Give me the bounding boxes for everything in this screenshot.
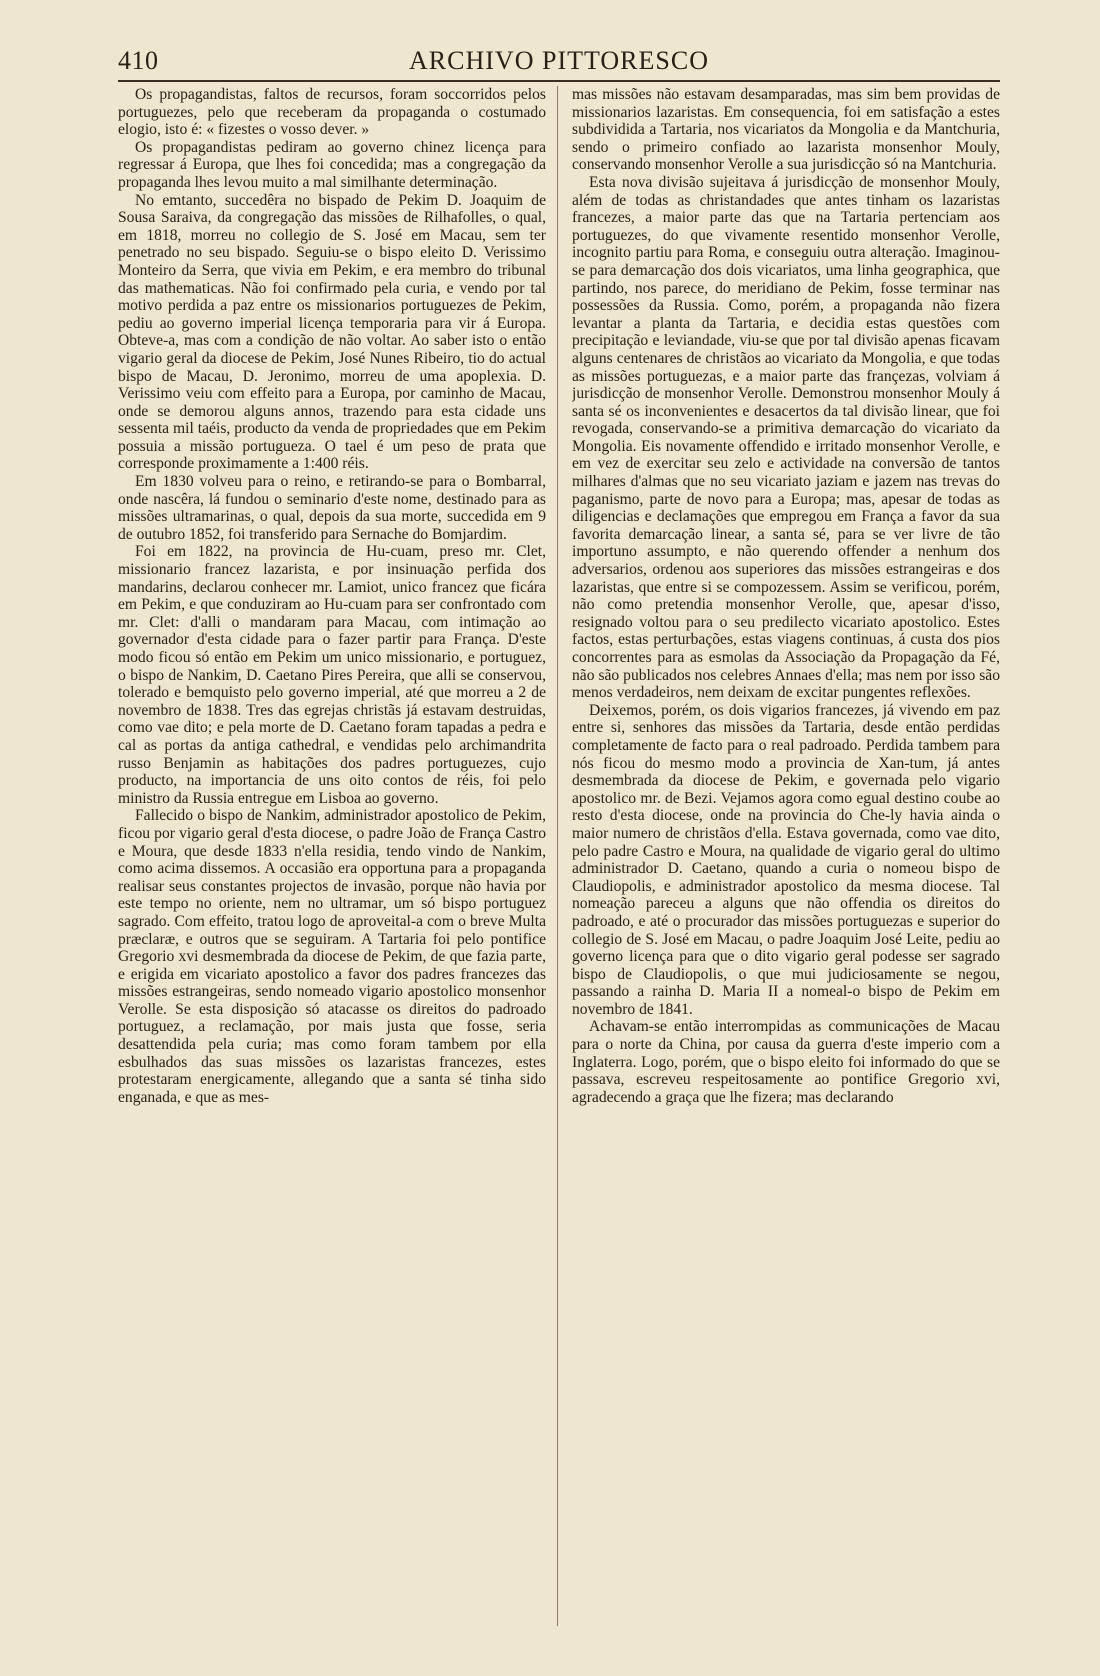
- paragraph: Achavam-se então interrompidas as communicações de Macau para o norte da China, por causa da guerra d'este imperio com a Inglaterra. Logo, porém, que o bispo eleito foi informado do que se passava, escreveu respeitosamente ao pontifice Gregorio xvi, agradecendo a graça que lhe fizera; mas declarando: [572, 1018, 1000, 1106]
- paragraph: Os propagandistas, faltos de recursos, foram soccorridos pelos portuguezes, pelo que receberam da propaganda o costumado elogio, isto é: « fizestes o vosso dever. »: [118, 86, 546, 139]
- column-divider: [557, 86, 558, 1626]
- paragraph: Esta nova divisão sujeitava á jurisdicção de monsenhor Mouly, além de todas as christandades que antes tinham os lazaristas francezes, a maior parte das que na Tartaria pertenciam aos portuguezes, do que vivamente resentido monsenhor Verolle, incognito partiu para Roma, e conseguiu outra alteração. Imaginou-se para demarcação dos dois vicariatos, uma linha geographica, que partindo, nos parece, do meridiano de Pekim, fosse terminar nas possessões da Russia. Como, porém, a propaganda não fizera levantar a planta da Tartaria, e decidia estas questões com precipitação e leviandade, viu-se que por tal divisão apenas ficavam alguns centenares de christãos ao vicariato da Mongolia, e que todas as missões portuguezas, e a maior parte das françezas, volviam á jurisdicção de monsenhor Verolle. Demonstrou monsenhor Mouly á santa sé os inconvenientes e desacertos da tal divisão linear, que foi revogada, conservando-se a primitiva demarcação do vicariato da Mongolia. Eis novamente offendido e irritado monsenhor Verolle, e em vez de exercitar seu zelo e actividade na conversão de tantos milhares d'almas que no seu vicariato jaziam e jazem nas trevas do paganismo, parte de novo para a Europa; mas, apesar de todas as diligencias e declamações que empregou em França a favor da sua favorita demarcação linear, a santa sé, para se ver livre de tão importuno assumpto, e não querendo offender a nenhum dos adversarios, ordenou aos superiores das missões estrangeiras e dos lazaristas, que entre si se compozessem. Assim se verificou, porém, não como pretendia monsenhor Verolle, que, apesar d'isso, resignado voltou para o seu predilecto vicariato apostolico. Estes factos, estas perturbações, estas viagens continuas, á custa dos pios concorrentes para as esmolas da Associação da Propagação da Fé, não são publicados nos celebres Annaes d'ella; mas nem por isso são menos verdadeiros, nem deixam de excitar pungentes reflexões.: [572, 173, 1000, 702]
- page-header: [118, 40, 1000, 82]
- paragraph: mas missões não estavam desamparadas, mas sim bem providas de missionarios lazaristas. Em consequencia, foi em satisfação a estes subdividida a Tartaria, nos vicariatos da Mongolia e da Mantchuria, sendo o primeiro confiado ao lazarista monsenhor Mouly, conservando monsenhor Verolle a sua jurisdicção só na Mantchuria.: [572, 86, 1000, 174]
- paragraph: Deixemos, porém, os dois vigarios francezes, já vivendo em paz entre si, senhores das missões da Tartaria, desde então perdidas completamente de facto para o real padroado. Perdida tambem para nós ficou do mesmo modo a provincia de Xan-tum, já antes desmembrada da diocese de Pekim, e governada pelo vigario apostolico mr. de Bezi. Vejamos agora como egual destino coube ao resto d'esta diocese, onde na provincia do Che-ly havia ainda o maior numero de christãos d'ella. Estava governada, como vae dito, pelo padre Castro e Moura, na qualidade de vigario geral do ultimo administrador D. Caetano, quando a curia o nomeou bispo de Claudiopolis, e administrador apostolico da mesma diocese. Tal nomeação pareceu a alguns que não offendia os direitos do padroado, e até o procurador das missões portuguezas e superior do collegio de S. José em Macau, o padre Joaquim José Leite, pediu ao governo licença para que o dito vigario geral podesse ser sagrado bispo de Claudiopolis, o que mui judiciosamente se negou, passando a rainha D. Maria II a nomeal-o bispo de Pekim em novembro de 1841.: [572, 701, 1000, 1018]
- running-title: ARCHIVO PITTORESCO: [409, 46, 709, 75]
- paragraph: Os propagandistas pediram ao governo chinez licença para regressar á Europa, que lhes foi concedida; mas a congregação da propaganda lhes levou muito a mal similhante determinação.: [118, 138, 546, 191]
- paragraph: No emtanto, succedêra no bispado de Pekim D. Joaquim de Sousa Saraiva, da congregação das missões de Rilhafolles, o qual, em 1818, morreu no collegio de S. José em Macau, sem ter penetrado no seu bispado. Seguiu-se o bispo eleito D. Verissimo Monteiro da Serra, que vivia em Pekim, e era membro do tribunal das mathematicas. Não foi confirmado pela curia, e vendo por tal motivo perdida a paz entre os missionarios portuguezes de Pekim, pediu ao governo imperial licença temporaria para vir á Europa. Obteve-a, mas com a condição de não voltar. Ao saber isto o então vigario geral da diocese de Pekim, José Nunes Ribeiro, tio do actual bispo de Macau, D. Jeronimo, morreu de uma apoplexia. D. Verissimo veiu com effeito para a Europa, por caminho de Macau, onde se demorou alguns annos, trazendo para esta cidade uns sessenta mil taéis, producto da venda de propriedades que em Pekim possuia a missão portugueza. O tael é um peso de prata que corresponde proximamente a 1:400 réis.: [118, 191, 546, 473]
- text-columns: [118, 86, 1000, 1626]
- paragraph: Em 1830 volveu para o reino, e retirando-se para o Bombarral, onde nascêra, lá fundou o seminario d'este nome, destinado para as missões ultramarinas, o qual, depois da sua morte, succedida em 9 de outubro 1852, foi transferido para Sernache do Bomjardim.: [118, 473, 546, 543]
- left-column: [118, 86, 546, 1626]
- right-column: [572, 86, 1000, 1626]
- page-number: 410: [118, 46, 159, 75]
- paragraph: Foi em 1822, na provincia de Hu-cuam, preso mr. Clet, missionario francez lazarista, e por insinuação perfida dos mandarins, declarou conhecer mr. Lamiot, unico francez que ficára em Pekim, e que conduziram ao Hu-cuam para ser confrontado com mr. Clet: d'alli o mandaram para Macau, com intimação ao governador d'esta cidade para o fazer partir para França. D'este modo ficou só então em Pekim um unico missionario, e portuguez, o bispo de Nankim, D. Caetano Pires Pereira, que alli se conservou, tolerado e bemquisto pelo governo imperial, até que morreu a 2 de novembro de 1838. Tres das egrejas christãs já estavam destruidas, como vae dito; e pela morte de D. Caetano foram tapadas a pedra e cal as portas da antiga cathedral, e vendidas pelo archimandrita russo Benjamin as habitações dos padres portuguezes, cujo producto, na importancia de uns oito contos de réis, foi pelo ministro da Russia entregue em Lisboa ao governo.: [118, 543, 546, 807]
- paragraph: Fallecido o bispo de Nankim, administrador apostolico de Pekim, ficou por vigario geral d'esta diocese, o padre João de França Castro e Moura, que desde 1833 n'ella residia, tendo vindo de Nankim, como acima dissemos. A occasião era opportuna para a propaganda realisar seus constantes projectos de invasão, porque não havia por este tempo no oriente, nem no ultramar, um só bispo portuguez sagrado. Com effeito, tratou logo de aproveital-a com o breve Multa præclaræ, e outros que se seguiram. A Tartaria foi pelo pontifice Gregorio xvi desmembrada da diocese de Pekim, de que fazia parte, e erigida em vicariato apostolico a favor dos padres francezes das missões estrangeiras, sendo nomeado vigario apostolico monsenhor Verolle. Se esta disposição só atacasse os direitos do padroado portuguez, a reclamação, por mais justa que fosse, seria desattendida pela curia; mas como foram tambem por ella esbulhados das suas missões os lazaristas francezes, estes protestaram energicamente, allegando que a santa sé tinha sido enganada, e que as mes-: [118, 807, 546, 1106]
